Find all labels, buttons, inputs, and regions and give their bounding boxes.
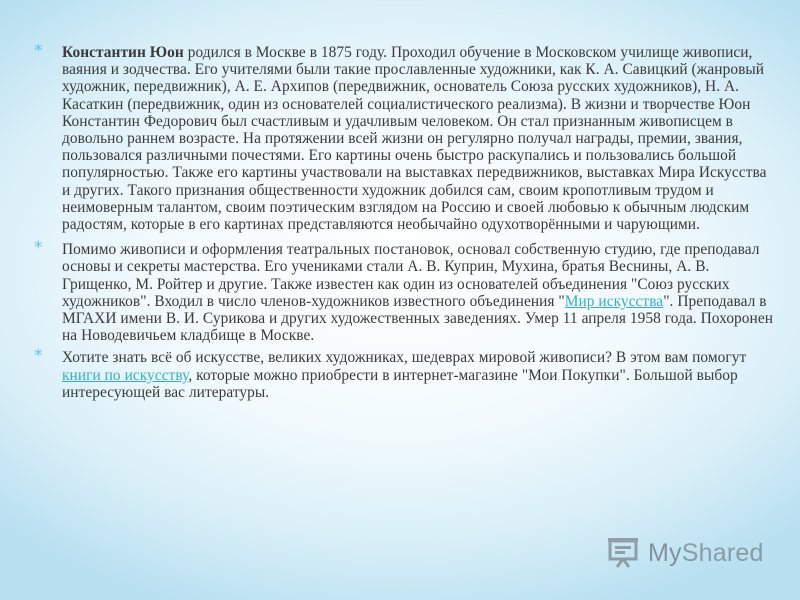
paragraph-biography bbox=[34, 41, 778, 234]
artist-name: Константин Юон bbox=[62, 44, 184, 61]
career-text-after: ". Преподавал в МГАХИ имени В. И. Сурикова и других художественных заведениях. Умер 11 апреля 1958 года. Похоронен на Новодевичьем кладбище в Москве. bbox=[62, 292, 774, 345]
slide-content bbox=[34, 41, 778, 406]
biography-text: родился в Москве в 1875 году. Проходил обучение в Московском училище живописи, ваяния и зодчества. Его учителями были такие прославленные художники, как К. А. Савицкий (жанровый художник, передвижник), А. Е. Архипов (передвижник, основатель Союза русских художников), Н. А. Касаткин (передвижник, один из основателей социалистического реализма). В жизни и творчестве Юон Константин Федорович был счастливым и удачливым человеком. Он стал признанным живописцем в довольно раннем возрасте. На протяжении всей жизни он регулярно получал награды, премии, звания, пользовался различными почестями. Его картины очень быстро раскупались и пользовались большой популярностью. Также его картины участвовали на выставках передвижников, выставках Мира Искусства и других. Такого признания общественности художник добился сам, своим кропотливым трудом и неимоверным талантом, своим поэтическим взглядом на Россию и своей любовью к обычным людским радостям, которые в его картинах представляются необычайно одухотворёнными и чарующими. bbox=[62, 44, 767, 234]
art-books-link[interactable]: книги по искусству bbox=[62, 366, 189, 384]
bullet-icon: * bbox=[34, 238, 43, 259]
presentation-board-icon bbox=[608, 538, 642, 568]
promo-text-before: Хотите знать всё об искусстве, великих художниках, шедеврах мировой живописи? В этом вам помогут bbox=[62, 349, 747, 367]
paragraph-career bbox=[34, 238, 778, 345]
myshared-logo bbox=[608, 538, 764, 568]
promo-text-after: , которые можно приобрести в интернет-магазине "Мои Покупки". Большой выбор интересующей вас литературы. bbox=[62, 366, 738, 401]
logo-text: MyShared bbox=[648, 538, 764, 567]
bullet-icon: * bbox=[34, 346, 43, 367]
career-text-before: Помимо живописи и оформления театральных постановок, основал собственную студию, где преподавал основы и секреты мастерства. Его учениками стали А. В. Куприн, Мухина, братья Веснины, А. В. Грищенко, М. Ройтер и другие. Также известен как один из основателей объединения "Союз русских художников". Входил в число членов-художников известного объединения " bbox=[62, 241, 760, 310]
paragraph-promo bbox=[34, 346, 778, 401]
bullet-icon: * bbox=[34, 41, 43, 61]
mir-iskusstva-link[interactable]: Мир искусства bbox=[564, 292, 664, 310]
